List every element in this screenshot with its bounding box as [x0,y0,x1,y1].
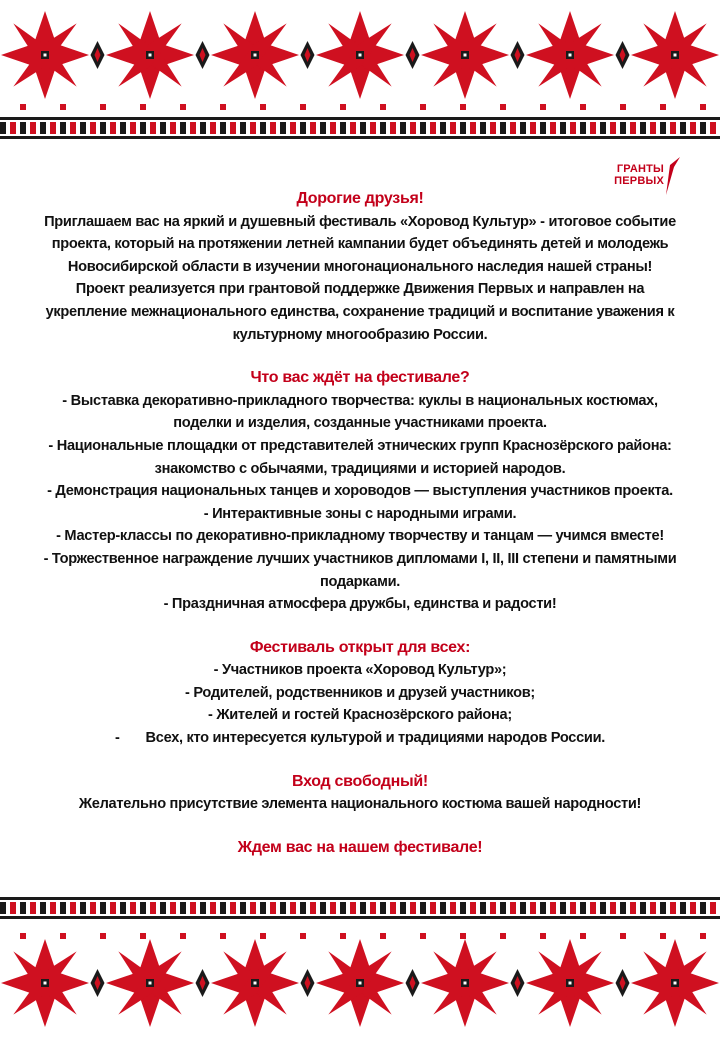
greeting-line: Проект реализуется при грантовой поддержке Движения Первых и направлен на [75,281,645,298]
audience-line: - Участников проекта «Хоровод Культур»; [213,662,507,679]
program-title: Что вас ждёт на фестивале? [250,369,470,387]
program-line: - Национальные площадки от представителей этнических групп Краснозёрского района: [48,437,672,454]
program-line: подарками. [319,573,401,590]
greeting-title: Дорогие друзья! [296,190,424,207]
greeting-line: Новосибирской области в изучении многонационального наследия нашей страны! [67,258,653,275]
program-line: - Праздничная атмосфера дружбы, единства и радости! [163,596,557,613]
closing-title: Ждем вас на нашем фестивале! [237,838,483,856]
ornament-border-bottom [0,893,720,1040]
program-line: знакомство с обычаями, традициями и историей народов. [154,460,566,477]
program-line: - Выставка декоративно-прикладного творчества: куклы в национальных костюмах, [62,392,658,409]
logo-line-1: ГРАНТЫ [616,163,664,175]
program-line: - Демонстрация национальных танцев и хороводов — выступления участников проекта. [47,483,673,500]
audience-line: - Родителей, родственников и друзей участников; [185,684,535,701]
ornament-border-top [0,0,720,145]
audience-line: - Жителей и гостей Краснозёрского района; [208,707,512,724]
invitation-text [6,188,714,859]
greeting-line: Приглашаем вас на яркий и душевный фестиваль «Хоровод Культур» - итоговое событие [44,213,676,230]
greeting-line: укрепление межнационального единства, сохранение традиций и воспитание уважения к [45,303,675,320]
audience-title: Фестиваль открыт для всех: [249,638,471,656]
greeting-line: культурному многообразию России. [232,326,488,343]
entry-title: Вход свободный! [292,772,428,790]
audience-line-text: Всех, кто интересуется культурой и традициями народов России. [145,730,606,747]
program-line: - Торжественное награждение лучших участников дипломами I, II, III степени и памятными [43,550,677,567]
program-line: - Интерактивные зоны с народными играми. [203,505,517,522]
audience-line-last [6,727,714,750]
program-line: - Мастер-классы по декоративно-прикладному творчеству и танцам — учимся вместе! [56,528,664,545]
entry-line: Желательно присутствие элемента национального костюма вашей народности! [78,796,642,813]
list-dash: - [114,730,120,747]
program-line: поделки и изделия, созданные участниками проекта. [173,415,547,432]
logo-line-2: ПЕРВЫХ [614,175,664,187]
greeting-line: проекта, который на протяжении летней кампании будет объединять детей и молодежь [51,236,669,253]
